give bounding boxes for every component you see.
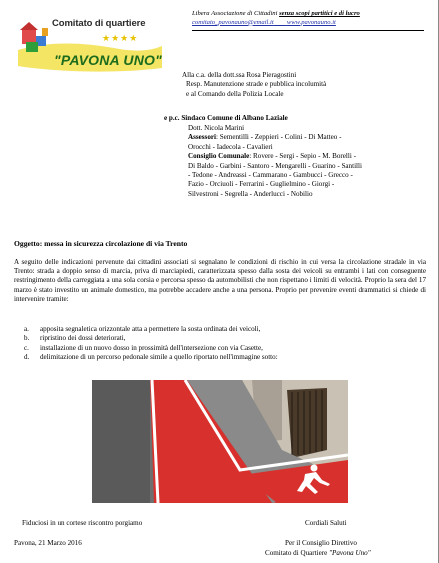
recipient-block: Alla c.a. della dott.ssa Rosa Pieragostini Resp. Manutenzione strade e pubblica incolumità e al Comando della Polizia Locale: [182, 71, 327, 98]
body-paragraph: A seguito delle indicazioni pervenute dai cittadini associati si segnalano le condizioni di rischio in cui versa la circolazione stradale in via Trento: strada a doppio senso di marcia, priva di marciapiedi, caratterizzata spesso dalla sosta dei veicoli su entrambi i lati con conseguente restringimento della carreggiata a una sola corsia e percorsa spesso da automobilisti che non rispettano i limiti di velocità. Proprio la sera del 17 marzo è stato investito un animale domestico, ma potrebbe accadere anche a una persona. Proprio per prevenire eventi drammatici si chiede di intervenire tramite:: [14, 258, 426, 303]
association-line: Libera Associazione di Cittadini senza scopi partitici e di lucro: [192, 10, 360, 17]
place-date: Pavona, 21 Marzo 2016: [14, 539, 82, 547]
list-item: b. ripristino dei dossi deteriorati,: [24, 334, 126, 343]
consiglio-line: Consiglio Comunale: Rovere - Sergi - Sepio - M. Borelli -: [188, 152, 356, 161]
logo-stars: ★★★★: [102, 33, 139, 43]
logo-title: Comitato di quartiere: [52, 18, 146, 29]
contact-line: [192, 19, 432, 28]
logo-name: "PAVONA UNO": [54, 52, 162, 68]
list-item: c. installazione di un nuovo dosso in prossimità dell'intersezione con via Casette,: [24, 343, 263, 352]
closing-right: Cordiali Saluti: [305, 519, 347, 527]
committee-logo: [14, 8, 164, 76]
header-rule: [192, 30, 424, 31]
requests-list: [24, 325, 424, 363]
mayor-name: Dott. Nicola Marini: [188, 124, 245, 132]
letterhead: [192, 10, 432, 31]
signature-line-1: Per il Consiglio Direttivo: [285, 539, 357, 547]
list-item: d. delimitazione di un percorso pedonale simile a quello riportato nell'immagine sotto:: [24, 353, 278, 362]
assessori-line: Assessori: Sementilli - Zeppieri - Colini - Di Matteo -: [188, 133, 342, 142]
association-tag: senza scopi partitici e di lucro: [279, 10, 360, 17]
cc-names: Dott. Nicola Marini Assessori: Sementilli - Zeppieri - Colini - Di Matteo - Orocchi - Iadecola - Cavalieri Consiglio Comunale: Rovere - Sergi - Sepio - M. Borelli - Di Baldo - Garbini - Santoro - Mengarelli - Guarino - Santilli - Tedone - Andreassi - Cammarano - Gambucci - Grecco - Fazio - Orciuoli - Ferrarini - Guglielmino - Giorgi - Silvestroni - Segrella - Anderlucci - Nobilio: [188, 124, 433, 199]
pedestrian-lane-photo: [92, 380, 348, 503]
email-link[interactable]: comitato_pavonauno@email.it: [192, 18, 274, 26]
closing-left: Fiduciosi in un cortese riscontro porgiamo: [22, 519, 143, 527]
cc-heading: e p.c. Sindaco Comune di Albano Laziale: [164, 114, 288, 122]
website-link[interactable]: www.pavonauno.it: [286, 18, 336, 26]
signature-line-2: Comitato di Quartiere "Pavona Uno": [265, 549, 371, 557]
subject-line: Oggetto: messa in sicurezza circolazione di via Trento: [14, 239, 188, 248]
list-item: a. apposita segnaletica orizzontale atta a permettere la sosta ordinata dei veicoli,: [24, 325, 261, 333]
street-illustration: [92, 380, 348, 503]
